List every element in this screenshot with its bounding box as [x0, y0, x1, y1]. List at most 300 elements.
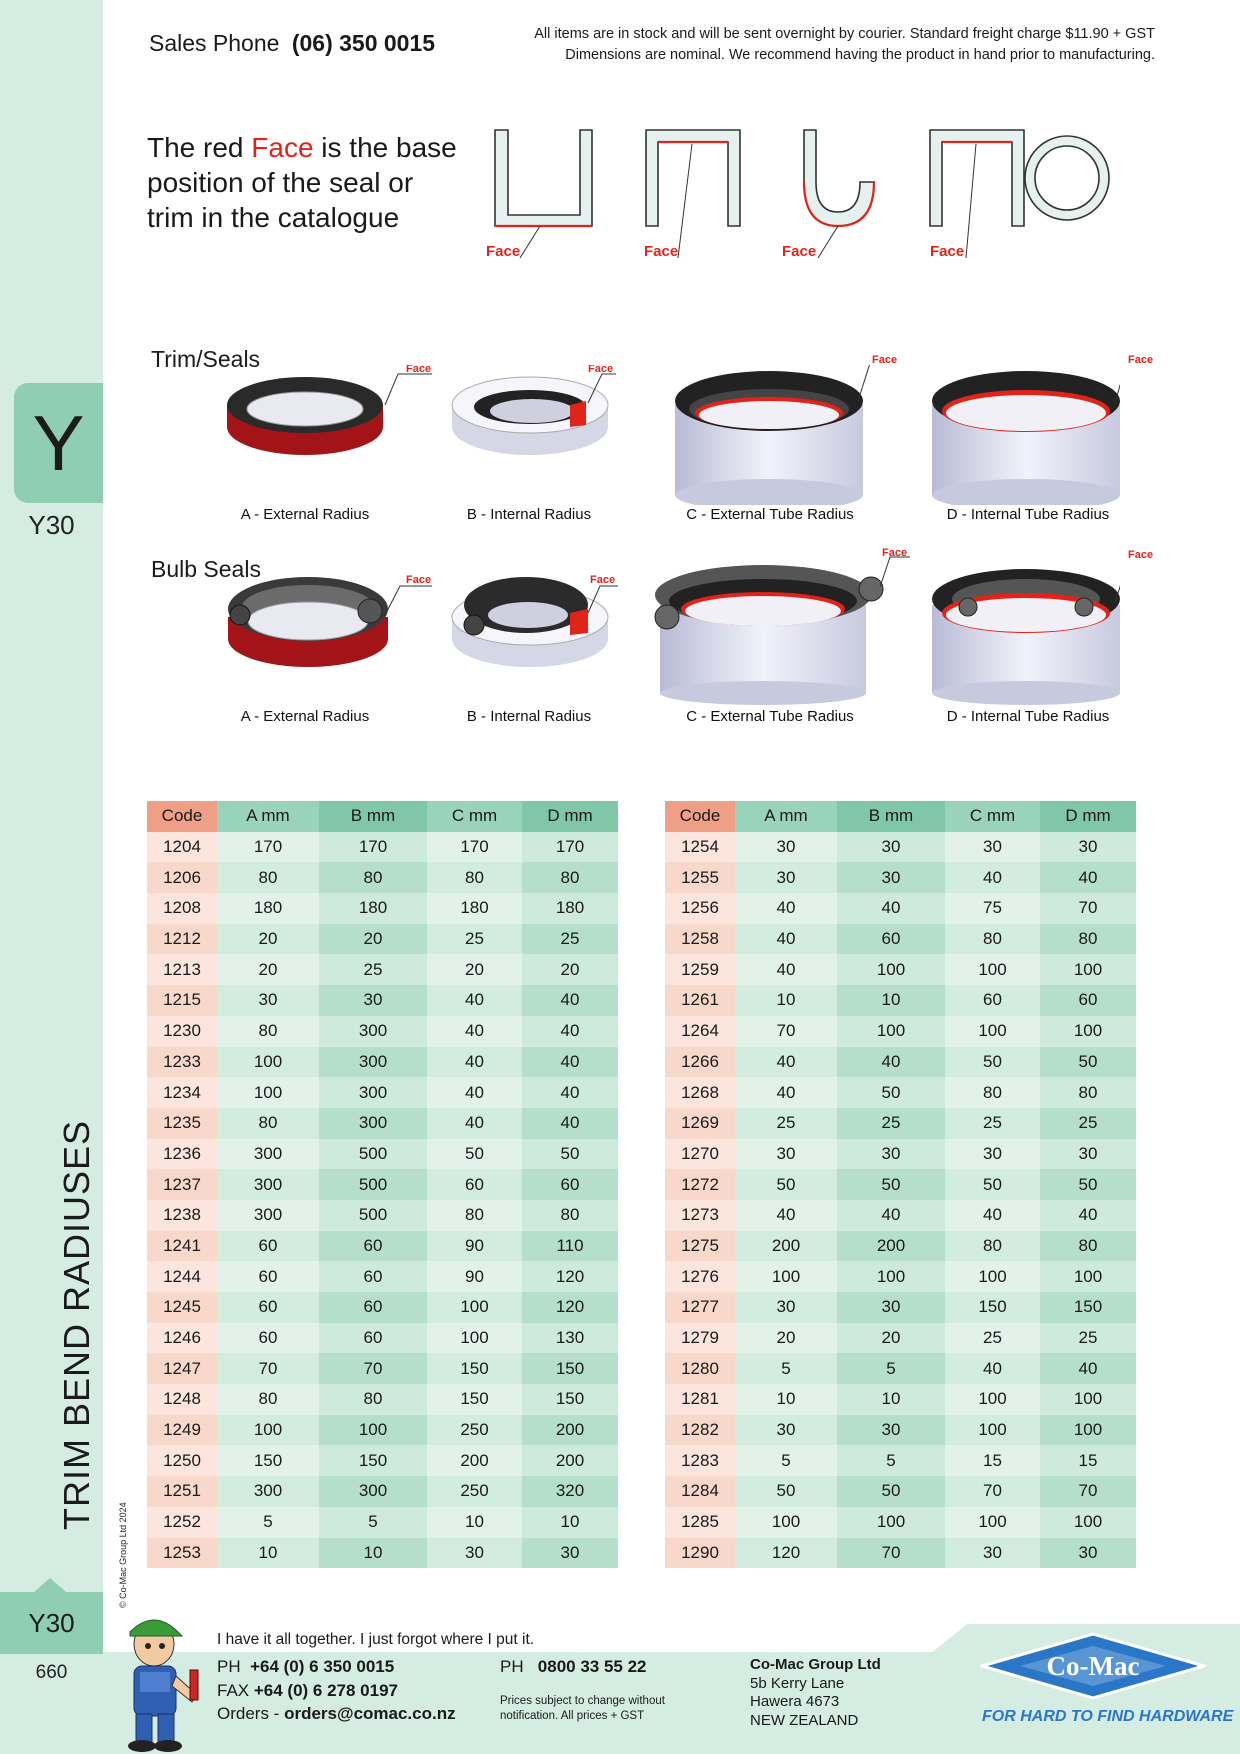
notice-line-2: Dimensions are nominal. We recommend having the product in hand prior to manufacturing. [565, 47, 1155, 63]
cell-d-mm: 60 [1040, 985, 1136, 1016]
cell-c-mm: 40 [427, 985, 522, 1016]
col-header-b: B mm [837, 801, 945, 832]
cell-c-mm: 200 [427, 1445, 522, 1476]
face-label-3: Face [782, 243, 817, 260]
cell-b-mm: 300 [319, 1016, 427, 1047]
footer-fax-value: +64 (0) 6 278 0197 [253, 1681, 399, 1700]
cell-d-mm: 80 [1040, 924, 1136, 955]
bottom-tab-notch [34, 1578, 66, 1592]
cell-a-mm: 120 [735, 1538, 837, 1569]
table-row [665, 1231, 1136, 1262]
cell-a-mm: 70 [217, 1353, 319, 1384]
cell-d-mm: 15 [1040, 1445, 1136, 1476]
cell-a-mm: 25 [735, 1108, 837, 1139]
cell-b-mm: 50 [837, 1476, 945, 1507]
face-label-4: Face [930, 243, 965, 260]
cell-c-mm: 25 [945, 1323, 1040, 1354]
col-header-c: C mm [945, 801, 1040, 832]
cell-a-mm: 30 [217, 985, 319, 1016]
section-code: Y30 [28, 510, 75, 540]
cell-d-mm: 50 [522, 1139, 618, 1170]
trim-a-external [227, 377, 383, 455]
cell-a-mm: 180 [217, 893, 319, 924]
cell-d-mm: 180 [522, 893, 618, 924]
cell-code: 1245 [147, 1292, 217, 1323]
table-row [665, 924, 1136, 955]
cell-b-mm: 30 [319, 985, 427, 1016]
bulb-d-internal-tube [932, 569, 1120, 705]
table-row [665, 1047, 1136, 1078]
cell-a-mm: 30 [735, 1415, 837, 1446]
cell-d-mm: 320 [522, 1476, 618, 1507]
cell-b-mm: 300 [319, 1077, 427, 1108]
face-intro-after: is the base position of the seal or trim in the catalogue [147, 132, 457, 233]
trim-caption-a: A - External Radius [240, 506, 370, 523]
cell-d-mm: 110 [522, 1231, 618, 1262]
cell-c-mm: 50 [427, 1139, 522, 1170]
trim-c-external-tube [675, 371, 863, 505]
cell-code: 1237 [147, 1169, 217, 1200]
cell-code: 1208 [147, 893, 217, 924]
cell-d-mm: 170 [522, 832, 618, 863]
cell-b-mm: 25 [837, 1108, 945, 1139]
table-row [665, 1507, 1136, 1538]
cell-code: 1235 [147, 1108, 217, 1139]
cell-c-mm: 100 [945, 1507, 1040, 1538]
table-row [665, 1077, 1136, 1108]
cell-a-mm: 300 [217, 1139, 319, 1170]
cell-code: 1248 [147, 1384, 217, 1415]
cell-c-mm: 80 [945, 1077, 1040, 1108]
cell-c-mm: 170 [427, 832, 522, 863]
trim-face-label-b: Face [588, 365, 614, 375]
cell-b-mm: 40 [837, 893, 945, 924]
table-row [147, 1292, 618, 1323]
cell-b-mm: 180 [319, 893, 427, 924]
cell-c-mm: 150 [427, 1353, 522, 1384]
cell-c-mm: 40 [945, 1353, 1040, 1384]
cell-a-mm: 5 [735, 1445, 837, 1476]
cell-code: 1259 [665, 954, 735, 985]
cell-d-mm: 30 [522, 1538, 618, 1569]
table-row [665, 1139, 1136, 1170]
cell-c-mm: 30 [945, 1139, 1040, 1170]
cell-a-mm: 80 [217, 1016, 319, 1047]
cell-b-mm: 150 [319, 1445, 427, 1476]
cell-b-mm: 100 [837, 1016, 945, 1047]
cell-code: 1284 [665, 1476, 735, 1507]
cell-code: 1244 [147, 1261, 217, 1292]
sales-phone-number: (06) 350 0015 [291, 30, 436, 56]
cell-a-mm: 80 [217, 862, 319, 893]
footer-orders-label: Orders - [217, 1704, 280, 1723]
cell-b-mm: 100 [837, 1507, 945, 1538]
cell-d-mm: 50 [1040, 1169, 1136, 1200]
cell-d-mm: 80 [522, 862, 618, 893]
cell-code: 1246 [147, 1323, 217, 1354]
cell-d-mm: 150 [522, 1353, 618, 1384]
sales-phone-label: Sales Phone [149, 30, 280, 56]
cell-c-mm: 100 [945, 1016, 1040, 1047]
table-row [665, 1200, 1136, 1231]
table-row [665, 1538, 1136, 1569]
cell-d-mm: 120 [522, 1261, 618, 1292]
cell-d-mm: 100 [1040, 954, 1136, 985]
trim-face-label-a: Face [406, 365, 432, 375]
bulb-c-external-tube [655, 565, 883, 705]
cell-code: 1251 [147, 1476, 217, 1507]
face-intro-text [147, 130, 457, 235]
cell-b-mm: 60 [319, 1231, 427, 1262]
table-row [665, 985, 1136, 1016]
cell-code: 1269 [665, 1108, 735, 1139]
cell-c-mm: 60 [945, 985, 1040, 1016]
cell-a-mm: 300 [217, 1169, 319, 1200]
disclaimer-line-1: Prices subject to change without [500, 1695, 665, 1707]
cell-c-mm: 75 [945, 893, 1040, 924]
cell-a-mm: 30 [735, 862, 837, 893]
cell-code: 1254 [665, 832, 735, 863]
table-row [665, 1016, 1136, 1047]
table-row [147, 1476, 618, 1507]
table-row [147, 1261, 618, 1292]
cell-d-mm: 40 [1040, 1353, 1136, 1384]
cell-b-mm: 70 [837, 1538, 945, 1569]
cell-c-mm: 80 [427, 1200, 522, 1231]
table-row [147, 1016, 618, 1047]
cell-a-mm: 40 [735, 954, 837, 985]
cell-a-mm: 300 [217, 1476, 319, 1507]
table-row [147, 832, 618, 863]
col-header-code: Code [665, 801, 735, 832]
cell-code: 1266 [665, 1047, 735, 1078]
cell-code: 1283 [665, 1445, 735, 1476]
cell-d-mm: 40 [1040, 1200, 1136, 1231]
cell-code: 1233 [147, 1047, 217, 1078]
stock-notice [435, 24, 1155, 66]
trim-seals-title: Trim/Seals [151, 346, 261, 372]
cell-a-mm: 100 [735, 1507, 837, 1538]
cell-a-mm: 50 [735, 1476, 837, 1507]
table-row [665, 1108, 1136, 1139]
bulb-caption-a: A - External Radius [240, 708, 370, 725]
cell-b-mm: 50 [837, 1169, 945, 1200]
cell-code: 1247 [147, 1353, 217, 1384]
cell-b-mm: 80 [319, 862, 427, 893]
bulb-a-external [228, 577, 388, 667]
cell-b-mm: 60 [837, 924, 945, 955]
col-header-b: B mm [319, 801, 427, 832]
cell-a-mm: 200 [735, 1231, 837, 1262]
cell-a-mm: 10 [735, 1384, 837, 1415]
footer-phone-value[interactable]: +64 (0) 6 350 0015 [250, 1657, 395, 1676]
cell-b-mm: 100 [319, 1415, 427, 1446]
cell-code: 1282 [665, 1415, 735, 1446]
bulb-caption-d: D - Internal Tube Radius [946, 708, 1110, 725]
cell-a-mm: 50 [735, 1169, 837, 1200]
bulb-face-label-a: Face [406, 574, 432, 586]
cell-code: 1230 [147, 1016, 217, 1047]
cell-b-mm: 5 [837, 1353, 945, 1384]
cell-code: 1279 [665, 1323, 735, 1354]
cell-b-mm: 10 [837, 985, 945, 1016]
cell-b-mm: 20 [319, 924, 427, 955]
cell-b-mm: 300 [319, 1108, 427, 1139]
cell-c-mm: 100 [945, 1261, 1040, 1292]
cell-b-mm: 25 [319, 954, 427, 985]
cell-code: 1255 [665, 862, 735, 893]
col-header-a: A mm [217, 801, 319, 832]
footer-fax [217, 1681, 398, 1701]
cell-code: 1206 [147, 862, 217, 893]
cell-b-mm: 40 [837, 1200, 945, 1231]
cell-c-mm: 60 [427, 1169, 522, 1200]
cell-b-mm: 100 [837, 954, 945, 985]
col-header-code: Code [147, 801, 217, 832]
cell-d-mm: 25 [1040, 1108, 1136, 1139]
table-row [147, 1231, 618, 1262]
cell-b-mm: 500 [319, 1200, 427, 1231]
cell-d-mm: 40 [522, 1108, 618, 1139]
cell-c-mm: 250 [427, 1476, 522, 1507]
cell-code: 1273 [665, 1200, 735, 1231]
cell-b-mm: 60 [319, 1292, 427, 1323]
footer-orders [217, 1704, 456, 1724]
table-row [665, 862, 1136, 893]
table-row [665, 1476, 1136, 1507]
table-row [665, 954, 1136, 985]
cell-code: 1212 [147, 924, 217, 955]
trim-seal-illustrations [220, 365, 1120, 505]
table-row [147, 985, 618, 1016]
cell-code: 1241 [147, 1231, 217, 1262]
footer-orders-email[interactable]: orders@comac.co.nz [284, 1704, 456, 1723]
table-row [665, 1445, 1136, 1476]
cell-b-mm: 60 [319, 1323, 427, 1354]
cell-b-mm: 70 [319, 1353, 427, 1384]
cell-code: 1275 [665, 1231, 735, 1262]
company-name: Co-Mac Group Ltd [750, 1656, 881, 1673]
face-profile-diagrams [478, 120, 1158, 270]
j-profile [804, 130, 874, 226]
table-row [147, 1353, 618, 1384]
cell-c-mm: 100 [427, 1292, 522, 1323]
cell-d-mm: 30 [1040, 1538, 1136, 1569]
table-row [665, 832, 1136, 863]
cell-d-mm: 70 [1040, 893, 1136, 924]
cell-d-mm: 40 [1040, 862, 1136, 893]
cell-d-mm: 100 [1040, 1016, 1136, 1047]
cell-d-mm: 40 [522, 985, 618, 1016]
bulb-caption-b: B - Internal Radius [466, 708, 592, 725]
cell-b-mm: 20 [837, 1323, 945, 1354]
cell-c-mm: 40 [427, 1077, 522, 1108]
trim-face-label-c: Face [872, 354, 898, 366]
cell-d-mm: 20 [522, 954, 618, 985]
cell-code: 1277 [665, 1292, 735, 1323]
table-row [147, 1507, 618, 1538]
cell-d-mm: 80 [1040, 1077, 1136, 1108]
cell-a-mm: 30 [735, 1139, 837, 1170]
cell-a-mm: 10 [217, 1538, 319, 1569]
cell-d-mm: 100 [1040, 1507, 1136, 1538]
cell-b-mm: 170 [319, 832, 427, 863]
cell-b-mm: 200 [837, 1231, 945, 1262]
face-intro-highlight: Face [251, 132, 314, 163]
cell-code: 1213 [147, 954, 217, 985]
cell-c-mm: 40 [945, 1200, 1040, 1231]
mascot-illustration [112, 1606, 212, 1754]
table-row [665, 1384, 1136, 1415]
cell-a-mm: 40 [735, 1200, 837, 1231]
cell-c-mm: 40 [427, 1108, 522, 1139]
bulb-face-labels-cd [870, 542, 1170, 562]
cell-c-mm: 40 [427, 1016, 522, 1047]
cell-a-mm: 40 [735, 893, 837, 924]
cell-c-mm: 180 [427, 893, 522, 924]
cell-d-mm: 130 [522, 1323, 618, 1354]
footer-fax-label: FAX [217, 1681, 250, 1700]
cell-b-mm: 80 [319, 1384, 427, 1415]
cell-a-mm: 60 [217, 1231, 319, 1262]
cell-d-mm: 100 [1040, 1384, 1136, 1415]
col-header-d: D mm [1040, 801, 1136, 832]
cell-c-mm: 80 [427, 862, 522, 893]
cell-code: 1290 [665, 1538, 735, 1569]
footer-phone-label: PH [217, 1657, 241, 1676]
cell-code: 1256 [665, 893, 735, 924]
cell-a-mm: 5 [217, 1507, 319, 1538]
sales-phone [149, 30, 435, 57]
cell-b-mm: 500 [319, 1139, 427, 1170]
table-row [665, 1292, 1136, 1323]
cell-a-mm: 30 [735, 832, 837, 863]
cell-code: 1276 [665, 1261, 735, 1292]
table-row [147, 954, 618, 985]
cell-a-mm: 20 [735, 1323, 837, 1354]
page-number: 660 [35, 1662, 68, 1683]
footer-freephone-value[interactable]: 0800 33 55 22 [537, 1657, 647, 1676]
cell-d-mm: 50 [1040, 1047, 1136, 1078]
copyright-note: © Co-Mac Group Ltd 2024 [118, 1502, 128, 1608]
cell-d-mm: 100 [1040, 1415, 1136, 1446]
inverted-channel-profile [646, 130, 740, 226]
bottom-section-code: Y30 [0, 1592, 103, 1654]
cell-code: 1261 [665, 985, 735, 1016]
cell-b-mm: 30 [837, 1292, 945, 1323]
cell-a-mm: 170 [217, 832, 319, 863]
face-label-2: Face [644, 243, 679, 260]
cell-code: 1236 [147, 1139, 217, 1170]
cell-a-mm: 30 [735, 1292, 837, 1323]
cell-d-mm: 200 [522, 1445, 618, 1476]
cell-b-mm: 30 [837, 1139, 945, 1170]
table-row [147, 1139, 618, 1170]
cell-c-mm: 100 [945, 1415, 1040, 1446]
table-row [147, 1047, 618, 1078]
cell-a-mm: 100 [217, 1047, 319, 1078]
u-channel-profile [495, 130, 592, 226]
table-row [147, 1538, 618, 1569]
cell-code: 1285 [665, 1507, 735, 1538]
cell-d-mm: 25 [522, 924, 618, 955]
cell-d-mm: 150 [1040, 1292, 1136, 1323]
cell-b-mm: 10 [837, 1384, 945, 1415]
cell-c-mm: 250 [427, 1415, 522, 1446]
cell-code: 1258 [665, 924, 735, 955]
cell-c-mm: 30 [945, 1538, 1040, 1569]
address-line-2: Hawera 4673 [750, 1693, 840, 1710]
disclaimer-line-2: notification. All prices + GST [500, 1710, 645, 1722]
table-row [147, 1445, 618, 1476]
bulb-caption-c: C - External Tube Radius [686, 708, 854, 725]
comac-logo [980, 1630, 1206, 1708]
cell-c-mm: 15 [945, 1445, 1040, 1476]
cell-c-mm: 30 [427, 1538, 522, 1569]
cell-b-mm: 40 [837, 1047, 945, 1078]
trim-d-internal-tube [932, 371, 1120, 505]
cell-a-mm: 10 [735, 985, 837, 1016]
cell-a-mm: 20 [217, 924, 319, 955]
bulb-face-label-b: Face [590, 574, 616, 586]
table-row [147, 893, 618, 924]
cell-d-mm: 80 [1040, 1231, 1136, 1262]
cell-d-mm: 30 [1040, 1139, 1136, 1170]
bulb-seals-title: Bulb Seals [151, 556, 261, 582]
table-row [147, 862, 618, 893]
table-row [147, 1200, 618, 1231]
cell-code: 1280 [665, 1353, 735, 1384]
cell-c-mm: 100 [427, 1323, 522, 1354]
table-row [665, 1415, 1136, 1446]
section-letter-tab: Y [14, 383, 103, 503]
trim-face-label-d: Face [1128, 354, 1154, 366]
cell-a-mm: 100 [217, 1077, 319, 1108]
cell-a-mm: 40 [735, 1077, 837, 1108]
bulb-channel-profile [930, 130, 1024, 226]
cell-b-mm: 10 [319, 1538, 427, 1569]
cell-code: 1253 [147, 1538, 217, 1569]
cell-c-mm: 50 [945, 1047, 1040, 1078]
cell-code: 1215 [147, 985, 217, 1016]
cell-d-mm: 120 [522, 1292, 618, 1323]
footer-freephone-label: PH [500, 1657, 524, 1676]
cell-c-mm: 90 [427, 1231, 522, 1262]
cell-d-mm: 40 [522, 1077, 618, 1108]
logo-wordmark: Co-Mac [1046, 1651, 1140, 1681]
cell-c-mm: 100 [945, 954, 1040, 985]
cell-d-mm: 40 [522, 1047, 618, 1078]
cell-d-mm: 150 [522, 1384, 618, 1415]
cell-d-mm: 200 [522, 1415, 618, 1446]
cell-a-mm: 300 [217, 1200, 319, 1231]
cell-a-mm: 100 [735, 1261, 837, 1292]
cell-c-mm: 100 [945, 1384, 1040, 1415]
cell-b-mm: 30 [837, 832, 945, 863]
cell-a-mm: 100 [217, 1415, 319, 1446]
cell-a-mm: 5 [735, 1353, 837, 1384]
cell-a-mm: 40 [735, 924, 837, 955]
cell-c-mm: 150 [945, 1292, 1040, 1323]
cell-a-mm: 60 [217, 1323, 319, 1354]
bulb-b-internal [452, 577, 608, 667]
cell-a-mm: 80 [217, 1108, 319, 1139]
cell-d-mm: 30 [1040, 832, 1136, 863]
face-intro-before: The red [147, 132, 252, 163]
cell-code: 1234 [147, 1077, 217, 1108]
trim-face-labels-cd [860, 349, 1160, 369]
cell-c-mm: 70 [945, 1476, 1040, 1507]
